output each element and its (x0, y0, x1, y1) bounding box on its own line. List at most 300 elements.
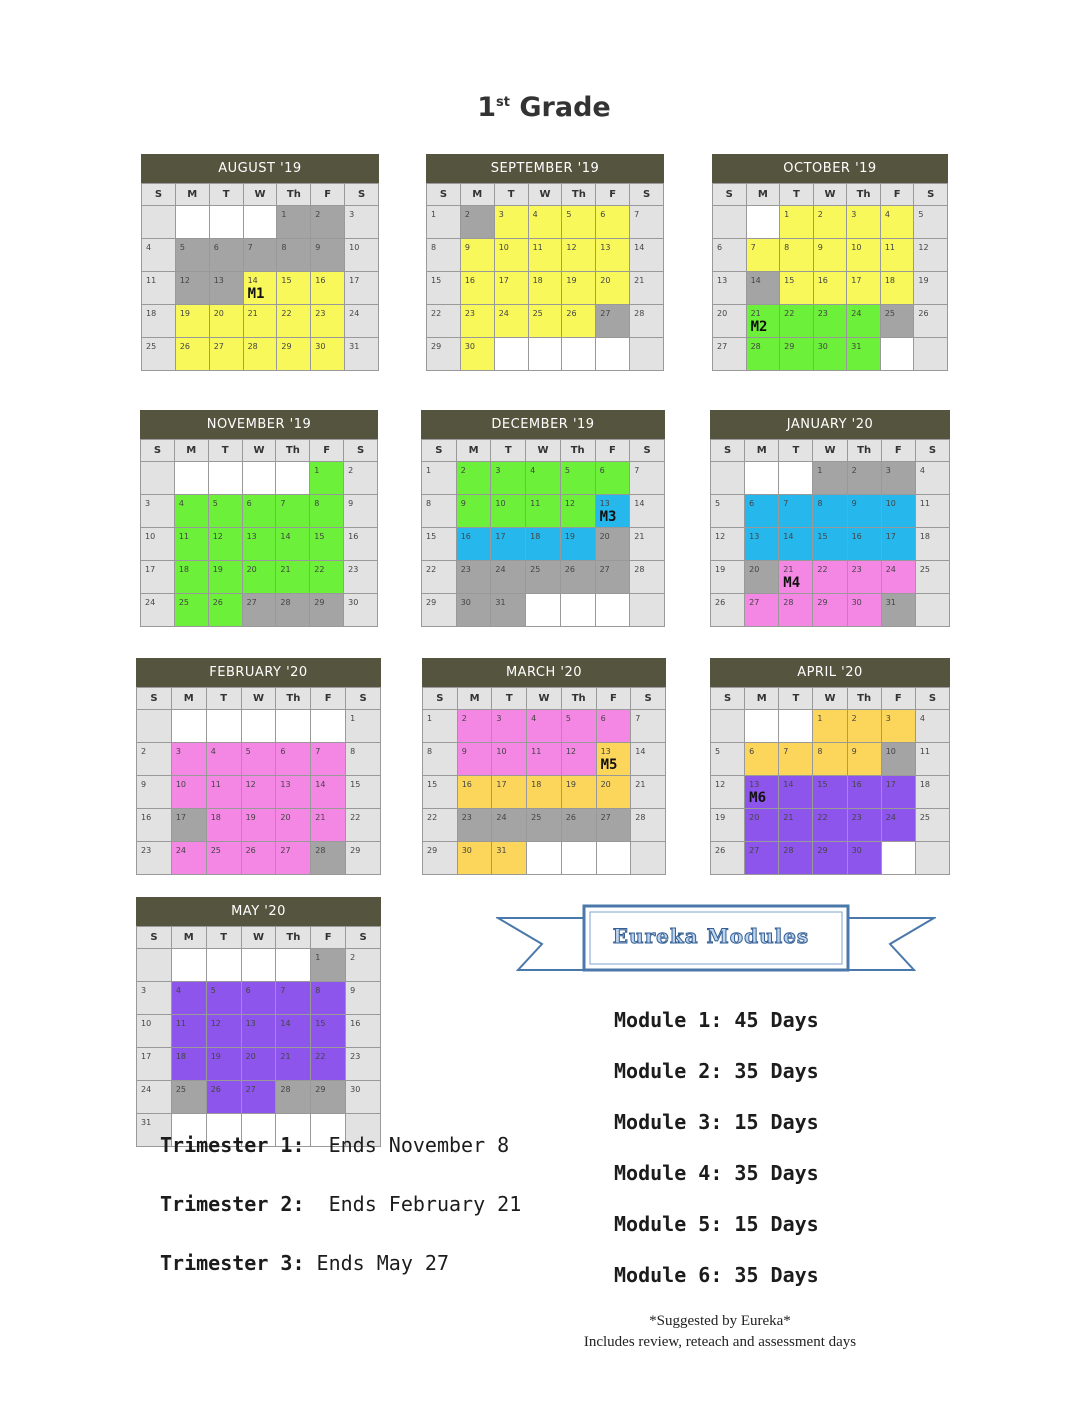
module-item: Module 2: 35 Days (614, 1059, 819, 1083)
day-cell (310, 462, 344, 495)
day-cell (526, 528, 561, 561)
day-cell (745, 776, 779, 809)
day-cell (346, 842, 381, 875)
day-cell (210, 239, 244, 272)
day-number: 19 (210, 1052, 221, 1061)
day-cell (427, 305, 461, 338)
day-number: 25 (178, 598, 190, 607)
day-cell (562, 305, 596, 338)
day-number: 7 (634, 466, 640, 475)
month-title: NOVEMBER '19 (140, 410, 378, 439)
day-cell (848, 528, 882, 561)
day-cell (176, 338, 210, 371)
day-cell (276, 1048, 311, 1081)
day-cell (529, 272, 563, 305)
day-cell (630, 495, 665, 528)
weekday-header: W (813, 688, 847, 710)
day-cell (172, 1015, 207, 1048)
day-number: 6 (246, 499, 252, 508)
day-number: 10 (145, 532, 156, 541)
day-number: 30 (851, 846, 862, 855)
day-number: 16 (851, 532, 862, 541)
day-number: 11 (531, 747, 542, 756)
empty-cell (276, 462, 310, 495)
day-number: 16 (315, 276, 326, 285)
day-cell (176, 272, 210, 305)
day-cell (491, 528, 526, 561)
day-number: 20 (213, 309, 224, 318)
weekday-header: Th (562, 688, 597, 710)
day-number: 15 (315, 1019, 326, 1028)
day-cell (596, 561, 631, 594)
weekday-header: M (457, 440, 492, 462)
day-number: 16 (348, 532, 359, 541)
weekday-header: S (630, 184, 664, 206)
weekday-header: M (176, 184, 210, 206)
month-grid (136, 926, 381, 1147)
day-number: 11 (884, 243, 896, 252)
month-calendar (136, 897, 381, 1147)
day-number: 20 (717, 309, 728, 318)
day-cell (848, 809, 882, 842)
day-cell (813, 561, 847, 594)
day-cell (346, 710, 381, 743)
day-number: 1 (314, 466, 320, 475)
day-cell (813, 710, 847, 743)
empty-cell (207, 710, 242, 743)
day-cell (848, 462, 882, 495)
day-number: 7 (635, 714, 641, 723)
module-start-note: M2 (750, 319, 768, 335)
day-cell (562, 776, 597, 809)
day-number: 20 (280, 813, 291, 822)
day-cell (630, 272, 664, 305)
day-cell (207, 809, 242, 842)
day-number: 21 (783, 813, 794, 822)
day-number: 25 (919, 813, 931, 822)
day-number: 13 (280, 780, 291, 789)
day-number: 30 (464, 342, 476, 351)
day-cell (747, 239, 781, 272)
weekday-header: F (596, 184, 630, 206)
day-number: 27 (600, 309, 611, 318)
weekday-header: S (141, 440, 175, 462)
day-cell (461, 206, 495, 239)
day-number: 21 (634, 276, 645, 285)
day-number: 16 (141, 813, 152, 822)
day-number: 29 (817, 846, 828, 855)
weekday-header: T (209, 440, 243, 462)
trimester-item (160, 1192, 580, 1251)
day-cell (562, 809, 597, 842)
day-cell (310, 561, 344, 594)
day-cell (779, 809, 813, 842)
day-cell (745, 809, 779, 842)
day-cell (458, 710, 493, 743)
day-number: 26 (179, 342, 191, 351)
day-cell (137, 1015, 172, 1048)
day-number: 13 (749, 532, 760, 541)
day-number: 7 (280, 499, 286, 508)
day-cell (422, 495, 457, 528)
weekday-header: F (881, 184, 915, 206)
weekday-header: F (597, 688, 632, 710)
day-number: 15 (817, 780, 828, 789)
day-number: 23 (141, 846, 152, 855)
day-number: 1 (426, 466, 432, 475)
day-cell (243, 594, 277, 627)
day-cell (346, 949, 381, 982)
day-cell (562, 743, 597, 776)
day-cell (596, 305, 630, 338)
empty-cell (209, 462, 243, 495)
day-cell (848, 842, 882, 875)
weekday-header: M (172, 688, 207, 710)
day-cell (172, 1048, 207, 1081)
day-cell (277, 338, 311, 371)
day-cell (345, 305, 379, 338)
day-cell (881, 206, 915, 239)
weekday-header: M (461, 184, 495, 206)
day-number: 4 (531, 714, 537, 723)
day-number: 16 (851, 780, 862, 789)
day-cell (526, 462, 561, 495)
day-number: 22 (427, 813, 438, 822)
day-cell (345, 206, 379, 239)
day-number: 2 (851, 466, 857, 475)
day-cell (492, 710, 527, 743)
day-number: 10 (495, 499, 506, 508)
day-cell (562, 272, 596, 305)
module-item: Module 4: 35 Days (614, 1161, 819, 1185)
day-cell (916, 462, 950, 495)
day-number: 13 (599, 499, 610, 508)
day-cell (242, 809, 277, 842)
day-number: 21 (783, 565, 794, 574)
day-number: 10 (885, 499, 896, 508)
empty-cell (779, 710, 813, 743)
day-number: 12 (245, 780, 256, 789)
month-calendar (710, 410, 950, 627)
day-cell (780, 239, 814, 272)
weekday-header: T (210, 184, 244, 206)
day-number: 9 (851, 747, 857, 756)
empty-cell (596, 338, 630, 371)
day-number: 4 (919, 466, 925, 475)
weekday-header: Th (562, 184, 596, 206)
day-cell (813, 594, 847, 627)
day-cell (562, 239, 596, 272)
day-cell (276, 561, 310, 594)
day-number: 23 (851, 565, 862, 574)
day-cell (631, 809, 666, 842)
day-number: 20 (600, 780, 611, 789)
day-cell (713, 338, 747, 371)
day-number: 9 (348, 499, 354, 508)
day-number: 7 (280, 986, 286, 995)
day-number: 24 (175, 846, 187, 855)
weekday-header: S (422, 440, 457, 462)
day-cell (457, 462, 492, 495)
day-cell (814, 272, 848, 305)
day-number: 10 (885, 747, 896, 756)
day-cell (814, 338, 848, 371)
day-number: 20 (245, 1052, 256, 1061)
month-grid (426, 183, 664, 371)
day-cell (561, 495, 596, 528)
day-number: 8 (281, 243, 287, 252)
empty-cell (210, 206, 244, 239)
day-cell (176, 305, 210, 338)
day-cell (847, 239, 881, 272)
day-cell (492, 809, 527, 842)
day-number: 13 (213, 276, 224, 285)
day-cell (848, 710, 882, 743)
day-number: 8 (314, 499, 320, 508)
day-number: 24 (885, 813, 896, 822)
empty-cell (916, 594, 950, 627)
module-start-note: M6 (749, 790, 766, 806)
day-number: 23 (461, 813, 472, 822)
day-cell (914, 206, 948, 239)
weekday-header: W (243, 440, 277, 462)
weekday-header: S (630, 440, 665, 462)
day-number: 4 (210, 747, 216, 756)
day-number: 1 (315, 953, 321, 962)
day-number: 11 (919, 499, 931, 508)
day-cell (242, 743, 277, 776)
day-number: 27 (213, 342, 224, 351)
day-number: 20 (749, 813, 760, 822)
month-calendar (422, 658, 666, 875)
day-number: 12 (715, 780, 726, 789)
weekday-header: F (596, 440, 631, 462)
day-cell (422, 528, 457, 561)
day-cell (630, 528, 665, 561)
day-cell (422, 561, 457, 594)
day-cell (311, 338, 345, 371)
day-cell (526, 561, 561, 594)
empty-cell (495, 338, 529, 371)
empty-cell (172, 710, 207, 743)
day-number: 8 (315, 986, 321, 995)
day-number: 30 (817, 342, 828, 351)
empty-cell (176, 206, 210, 239)
module-item: Module 1: 45 Days (614, 1008, 819, 1032)
day-number: 2 (851, 714, 857, 723)
day-number: 21 (635, 780, 646, 789)
empty-cell (311, 710, 346, 743)
day-cell (172, 842, 207, 875)
day-number: 9 (141, 780, 147, 789)
day-cell (814, 239, 848, 272)
day-cell (779, 743, 813, 776)
day-number: 9 (461, 747, 467, 756)
month-calendar (421, 410, 665, 627)
day-number: 12 (565, 747, 577, 756)
day-cell (423, 776, 458, 809)
day-cell (244, 239, 278, 272)
day-cell (527, 743, 562, 776)
day-number: 14 (634, 243, 645, 252)
empty-cell (916, 842, 950, 875)
day-number: 29 (314, 598, 325, 607)
day-cell (137, 982, 172, 1015)
day-number: 23 (350, 1052, 361, 1061)
day-number: 3 (496, 714, 502, 723)
day-cell (276, 842, 311, 875)
day-cell (207, 1015, 242, 1048)
day-number: 11 (530, 499, 541, 508)
day-cell (491, 495, 526, 528)
day-number: 26 (565, 813, 577, 822)
day-cell (311, 305, 345, 338)
day-cell (780, 305, 814, 338)
day-number: 3 (885, 714, 891, 723)
day-number: 5 (918, 210, 924, 219)
day-number: 5 (715, 499, 721, 508)
month-calendar (426, 154, 664, 371)
day-number: 25 (530, 565, 541, 574)
day-number: 29 (817, 598, 828, 607)
day-cell (779, 528, 813, 561)
weekday-header: Th (276, 688, 311, 710)
day-number: 29 (315, 1085, 326, 1094)
day-number: 31 (885, 598, 896, 607)
day-cell (243, 561, 277, 594)
day-number: 6 (599, 466, 605, 475)
month-grid (710, 439, 950, 627)
day-cell (311, 982, 346, 1015)
day-number: 27 (717, 342, 728, 351)
day-cell (172, 982, 207, 1015)
day-number: 28 (280, 1085, 291, 1094)
day-cell (242, 776, 277, 809)
day-cell (491, 594, 526, 627)
day-cell (142, 305, 176, 338)
day-cell (423, 710, 458, 743)
day-cell (176, 239, 210, 272)
day-cell (137, 842, 172, 875)
day-number: 11 (146, 276, 157, 285)
day-cell (346, 982, 381, 1015)
day-number: 30 (851, 598, 862, 607)
day-number: 29 (427, 846, 438, 855)
weekday-header: S (916, 688, 950, 710)
module-start-note: M3 (599, 509, 617, 525)
day-number: 8 (427, 747, 433, 756)
day-number: 28 (247, 342, 258, 351)
day-cell (711, 809, 745, 842)
day-number: 26 (715, 846, 726, 855)
weekday-header: M (747, 184, 781, 206)
day-cell (779, 594, 813, 627)
day-cell (346, 743, 381, 776)
empty-cell (243, 462, 277, 495)
day-number: 17 (175, 813, 187, 822)
day-number: 12 (918, 243, 929, 252)
day-cell (529, 305, 563, 338)
day-cell (596, 239, 630, 272)
day-number: 31 (851, 342, 862, 351)
day-number: 11 (175, 1019, 187, 1028)
empty-cell (562, 338, 596, 371)
day-cell (276, 809, 311, 842)
day-number: 7 (315, 747, 321, 756)
weekday-header: S (345, 184, 379, 206)
month-title: FEBRUARY '20 (136, 658, 381, 687)
day-number: 20 (749, 565, 760, 574)
day-number: 23 (817, 309, 828, 318)
day-cell (881, 272, 915, 305)
day-cell (242, 1048, 277, 1081)
weekday-header: F (311, 184, 345, 206)
day-number: 22 (315, 1052, 326, 1061)
weekday-header: S (713, 184, 747, 206)
day-cell (745, 594, 779, 627)
day-number: 31 (141, 1118, 152, 1127)
day-number: 8 (350, 747, 356, 756)
day-number: 19 (918, 276, 929, 285)
day-cell (427, 206, 461, 239)
day-cell (423, 842, 458, 875)
day-number: 28 (783, 846, 794, 855)
day-number: 24 (349, 309, 360, 318)
day-number: 6 (600, 714, 606, 723)
day-number: 27 (245, 1085, 256, 1094)
day-number: 4 (146, 243, 152, 252)
day-cell (848, 743, 882, 776)
trimester-item (160, 1133, 580, 1192)
day-cell (244, 305, 278, 338)
empty-cell (597, 842, 632, 875)
day-cell (882, 776, 916, 809)
trimester-item (160, 1251, 580, 1310)
day-cell (780, 338, 814, 371)
day-cell (491, 462, 526, 495)
trimester-value: Ends November 8 (328, 1133, 510, 1157)
day-cell (711, 776, 745, 809)
weekday-header: F (310, 440, 344, 462)
day-number: 4 (178, 499, 184, 508)
day-number: 21 (247, 309, 258, 318)
day-cell (345, 338, 379, 371)
trimester-label: Trimester 1: (160, 1133, 305, 1157)
empty-cell (596, 594, 631, 627)
day-number: 13 (717, 276, 728, 285)
day-cell (916, 776, 950, 809)
day-number: 15 (784, 276, 795, 285)
day-number: 17 (141, 1052, 152, 1061)
day-number: 18 (530, 532, 541, 541)
module-list (614, 1008, 914, 1314)
day-cell (243, 528, 277, 561)
month-title: APRIL '20 (710, 658, 950, 687)
day-cell (914, 272, 948, 305)
day-cell (276, 743, 311, 776)
day-cell (597, 809, 632, 842)
day-cell (457, 495, 492, 528)
weekday-header: W (527, 688, 562, 710)
day-number: 3 (145, 499, 151, 508)
day-number: 18 (178, 565, 190, 574)
day-number: 30 (461, 846, 472, 855)
day-number: 26 (564, 565, 576, 574)
weekday-header: S (631, 688, 666, 710)
day-cell (713, 272, 747, 305)
day-cell (276, 1081, 311, 1114)
day-cell (344, 561, 378, 594)
